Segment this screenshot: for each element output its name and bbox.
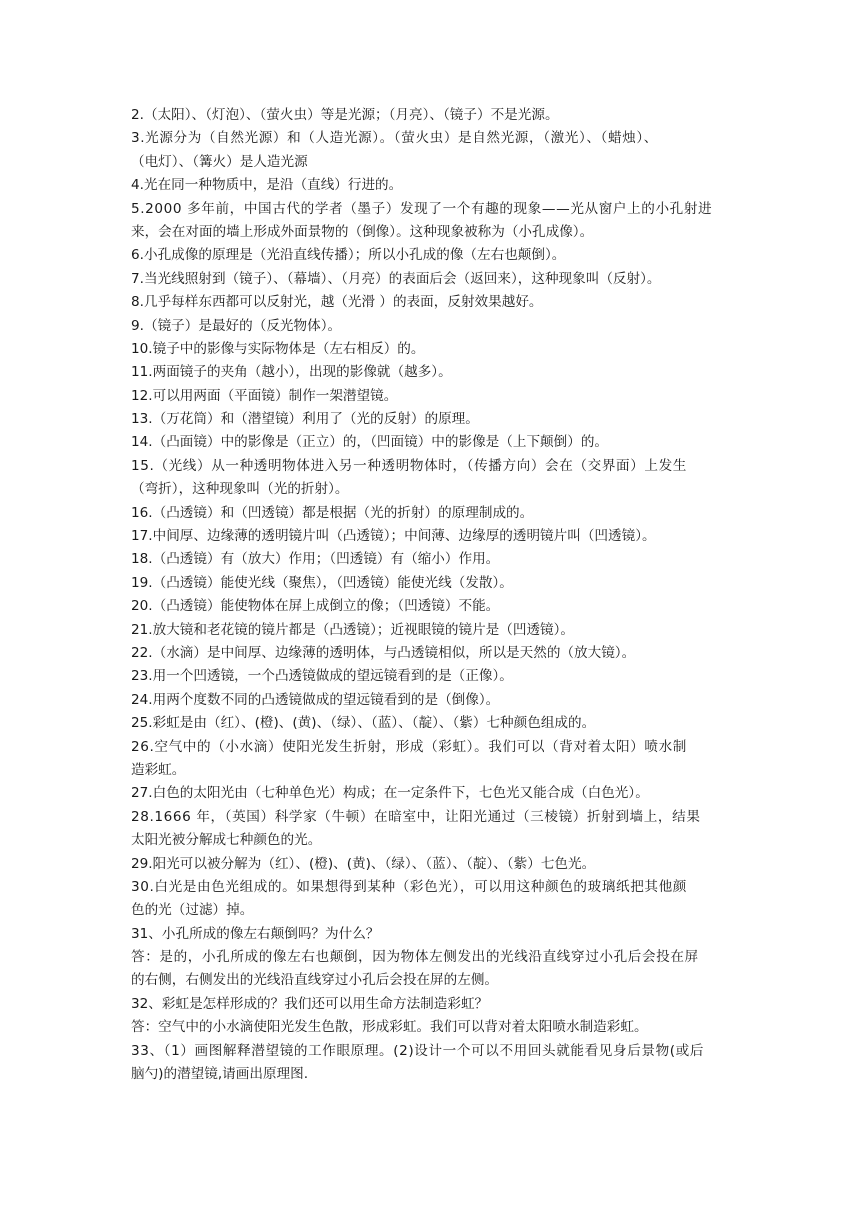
- text-line: 7.当光线照射到（镜子）、（幕墙）、（月亮）的表面后会（返回来），这种现象叫（反射）。: [131, 270, 661, 287]
- text-line: 的右侧，右侧发出的光线沿直线穿过小孔后会投在屏的左侧。: [131, 972, 499, 989]
- text-line: 10.镜子中的影像与实际物体是（左右相反）的。: [131, 340, 425, 357]
- text-line: 29.阳光可以被分解为（红）、(橙)、(黄)、（绿）、（蓝）、（靛）、（紫）七色光。: [131, 855, 596, 872]
- text-line: 19.（凸透镜）能使光线（聚焦），（凹透镜）能使光线（发散）。: [131, 574, 513, 591]
- text-line: 20.（凸透镜）能使物体在屏上成倒立的像；（凹透镜）不能。: [131, 598, 500, 615]
- text-line: 24.用两个度数不同的凸透镜做成的望远镜看到的是（倒像）。: [131, 691, 500, 708]
- text-line: 11.两面镜子的夹角（越小），出现的影像就（越多）。: [131, 364, 452, 381]
- text-line: 来，会在对面的墙上形成外面景物的（倒像）。这种现象被称为（小孔成像）。: [131, 223, 594, 240]
- text-line: 3.光源分为（自然光源）和（人造光源）。（萤火虫）是自然光源，（激光）、（蜡烛）、: [131, 130, 658, 147]
- text-line: 2.（太阳）、（灯泡）、（萤火虫）等是光源；（月亮）、（镜子）不是光源。: [131, 107, 559, 123]
- text-line: 答：是的，小孔所成的像左右也颠倒，因为物体左侧发出的光线沿直线穿过小孔后会投在屏: [131, 949, 699, 966]
- text-line: 28.1666 年，（英国）科学家（牛顿）在暗室中，让阳光通过（三棱镜）折射到墙上，结果: [131, 808, 701, 825]
- text-line: 16.（凸透镜）和（凹透镜）都是根据（光的折射）的原理制成的。: [131, 504, 534, 521]
- text-line: （弯折），这种现象叫（光的折射）。: [131, 481, 349, 498]
- text-line: 8.几乎每样东西都可以反射光，越（光滑 ）的表面，反射效果越好。: [131, 294, 543, 311]
- text-line: （电灯）、（篝火）是人造光源: [131, 153, 308, 170]
- text-line: 23.用一个凹透镜，一个凸透镜做成的望远镜看到的是（正像）。: [131, 668, 513, 685]
- text-line: 4.光在同一种物质中，是沿（直线）行进的。: [131, 177, 403, 194]
- text-line: 30.白光是由色光组成的。如果想得到某种（彩色光），可以用这种颜色的玻璃纸把其他颜: [131, 878, 687, 895]
- text-line: 脑勺)的潜望镜,请画出原理图.: [131, 1066, 309, 1083]
- text-line: 15.（光线）从一种透明物体进入另一种透明物体时，（传播方向）会在（交界面）上发生: [131, 457, 687, 474]
- text-line: 14.（凸面镜）中的影像是（正立）的，（凹面镜）中的影像是（上下颠倒）的。: [131, 434, 609, 451]
- text-line: 31、小孔所成的像左右颠倒吗？为什么？: [131, 925, 380, 942]
- text-line: 13.（万花筒）和（潜望镜）利用了（光的反射）的原理。: [131, 411, 479, 428]
- text-line: 21.放大镜和老花镜的镜片都是（凸透镜）；近视眼镜的镜片是（凹透镜）。: [131, 621, 575, 638]
- text-line: 33、（1）画图解释潜望镜的工作眼原理。(2)设计一个可以不用回头就能看见身后景物(或后: [131, 1042, 705, 1059]
- text-line: 25.彩虹是由（红）、(橙)、(黄)、（绿）、（蓝）、（靛）、（紫）七种颜色组成的。: [131, 715, 596, 732]
- text-line: 27.白色的太阳光由（七种单色光）构成；在一定条件下，七色光又能合成（白色光）。: [131, 785, 649, 802]
- document-body: [131, 104, 731, 1086]
- text-line: 22.（水滴）是中间厚、边缘薄的透明体，与凸透镜相似，所以是天然的（放大镜）。: [131, 644, 636, 661]
- text-line: 18.（凸透镜）有（放大）作用；（凹透镜）有（缩小）作用。: [131, 551, 500, 568]
- text-line: 5.2000 多年前，中国古代的学者（墨子）发现了一个有趣的现象——光从窗户上的小孔射进: [131, 200, 713, 217]
- text-line: 太阳光被分解成七种颜色的光。: [131, 832, 322, 849]
- text-line: 色的光（过滤）掉。: [131, 902, 254, 919]
- text-line: 32、彩虹是怎样形成的？我们还可以用生命方法制造彩虹？: [131, 995, 489, 1012]
- text-line: 17.中间厚、边缘薄的透明镜片叫（凸透镜）；中间薄、边缘厚的透明镜片叫（凹透镜）。: [131, 528, 656, 545]
- text-line: 26.空气中的（小水滴）使阳光发生折射，形成（彩虹）。我们可以（背对着太阳）喷水制: [131, 738, 687, 755]
- text-line: 6.小孔成像的原理是（光沿直线传播）；所以小孔成的像（左右也颠倒）。: [131, 247, 566, 264]
- text-line: 12.可以用两面（平面镜）制作一架潜望镜。: [131, 387, 398, 404]
- text-line: 答：空气中的小水滴使阳光发生色散，形成彩虹。我们可以背对着太阳喷水制造彩虹。: [131, 1019, 648, 1036]
- text-line: 造彩虹。: [131, 761, 186, 778]
- text-line: 9.（镜子）是最好的（反光物体）。: [131, 317, 342, 334]
